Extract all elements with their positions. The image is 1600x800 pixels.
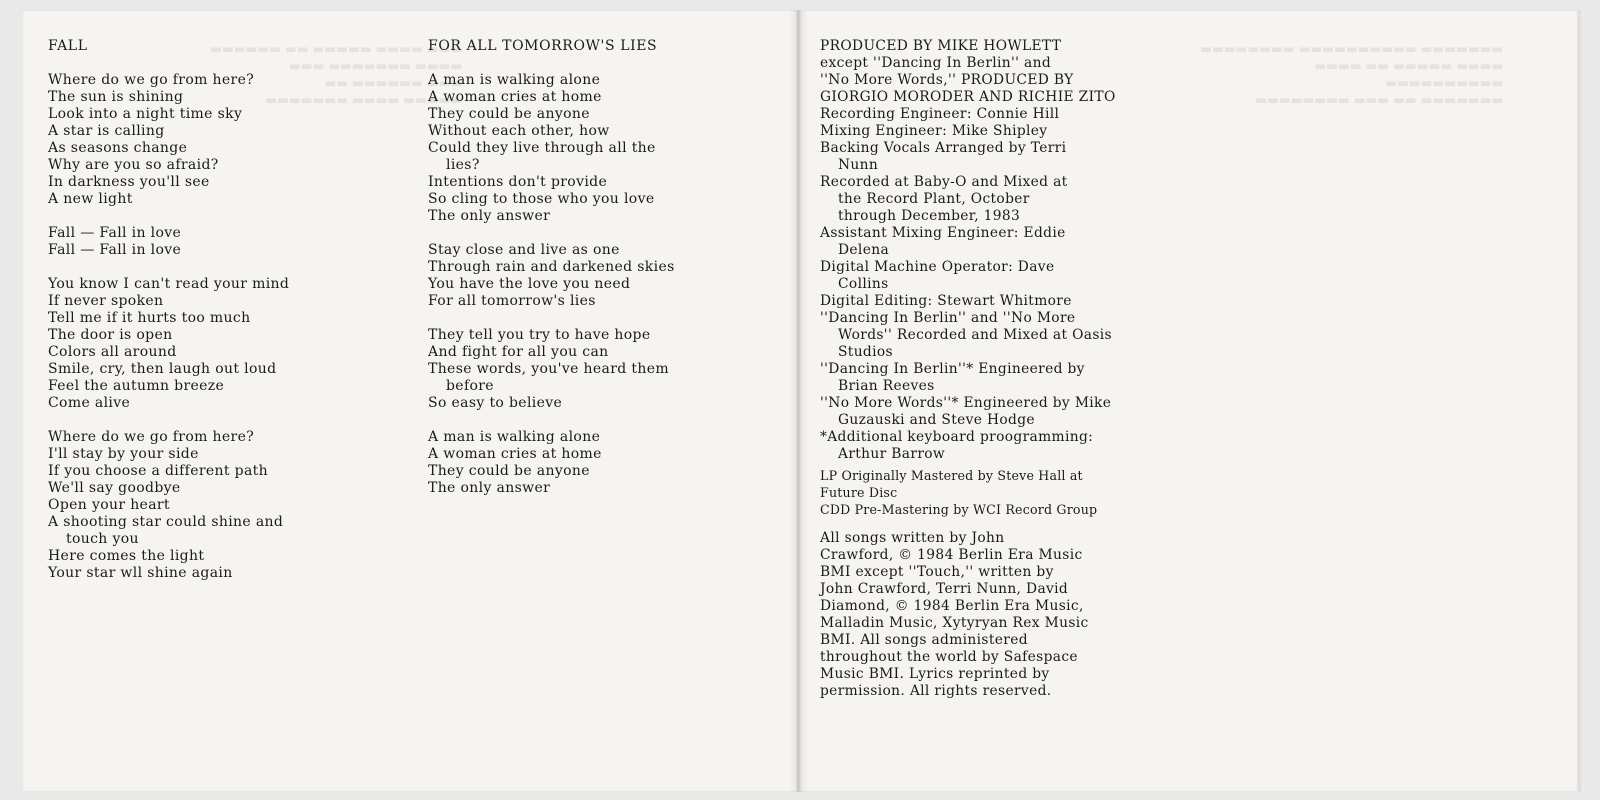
lyric-line: Fall — Fall in love [48,242,182,258]
credits [820,38,1116,700]
lyric-line: You have the love you need [428,276,631,292]
lyric-line: And fight for all you can [428,344,609,360]
song-title-for-all-tomorrows-lies: FOR ALL TOMORROW'S LIES [428,38,658,54]
credit-line: Mixing Engineer: Mike Shipley [820,123,1048,139]
copyright-line: John Crawford, Terri Nunn, David [820,581,1069,597]
mastering-line: Future Disc [820,485,898,500]
lyric-line: A new light [48,191,133,207]
credit-line: Assistant Mixing Engineer: Eddie [820,225,1066,241]
lyric-line: Stay close and live as one [428,242,620,258]
lyric-line: They tell you try to have hope [428,327,651,343]
stanza [428,429,675,497]
credit-line: the Record Plant, October [838,191,1030,207]
credit-line: ''Dancing In Berlin'' and ''No More [820,310,1076,326]
song-title-fall: FALL [48,38,88,54]
copyright-line: permission. All rights reserved. [820,683,1052,699]
credit-line: except ''Dancing In Berlin'' and [820,55,1052,71]
stanza [428,242,675,310]
lyric-line: Here comes the light [48,548,205,564]
lyric-line: A star is calling [48,123,165,139]
lyric-line: They could be anyone [428,106,590,122]
lyric-line: A man is walking alone [428,429,601,445]
lyric-line: Through rain and darkened skies [428,259,675,275]
copyright-line: Crawford, © 1984 Berlin Era Music [820,547,1083,563]
lyric-line: Where do we go from here? [48,72,255,88]
stanza [48,276,289,412]
lyric-line: So cling to those who you love [428,191,655,207]
lyric-line: Where do we go from here? [48,429,255,445]
lyric-line: Feel the autumn breeze [48,378,225,394]
show-through-left: ▬▬▬ ▬▬▬▬ ▬▬▬▬▬ ▬▬ ▬▬▬▬▬▬ ▬▬▬▬ ▬▬▬▬▬▬▬ ▬▬▬ ▬▬▬ ▬▬▬▬▬▬ ▬▬ ▬▬▬▬▬ ▬▬▬▬ ▬▬▬▬▬▬▬ [210,41,463,107]
credit-line: Arthur Barrow [838,446,946,462]
lyric-line: The sun is shining [48,89,184,105]
credit-line: Digital Machine Operator: Dave [820,259,1055,275]
lyric-line: A woman cries at home [428,89,602,105]
copyright-line: All songs written by John [820,530,1005,546]
credit-line: Words'' Recorded and Mixed at Oasis [838,327,1112,343]
lyric-line: lies? [446,157,480,173]
gutter-shadow-right [800,10,808,792]
copyright-line: Diamond, © 1984 Berlin Era Music, [820,598,1084,614]
lyric-line: So easy to believe [428,395,563,411]
copyright-line: BMI. All songs administered [820,632,1028,648]
lyric-line: Your star wll shine again [48,565,233,581]
lyric-line: A woman cries at home [428,446,602,462]
copyright-line: throughout the world by Safespace [820,649,1078,665]
lyric-line: Without each other, how [428,123,610,139]
lyric-line: The only answer [428,208,551,224]
stanza [48,72,289,208]
lyric-line: The door is open [48,327,173,343]
lyric-line: In darkness you'll see [48,174,210,190]
stanza [428,72,675,225]
lyric-line: If you choose a different path [48,463,269,479]
lyric-line: As seasons change [48,140,188,156]
mastering-line: CDD Pre-Mastering by WCI Record Group [820,502,1098,517]
lyric-line: A man is walking alone [428,72,601,88]
lyric-line: For all tomorrow's lies [428,293,596,309]
credit-line: ''Dancing In Berlin''* Engineered by [820,361,1085,377]
lyric-line: Look into a night time sky [48,106,243,122]
lyric-line: I'll stay by your side [48,446,199,462]
credit-line: ''No More Words,'' PRODUCED BY [820,72,1074,88]
stanza [428,327,675,412]
credit-line: Recorded at Baby-O and Mixed at [820,174,1068,190]
credit-line: Recording Engineer: Connie Hill [820,106,1060,122]
copyright-line: BMI except ''Touch,'' written by [820,564,1054,580]
lyric-line: Fall — Fall in love [48,225,182,241]
lyric-line: touch you [66,531,139,547]
credit-line: Guzauski and Steve Hodge [838,412,1035,428]
lyric-line: before [446,378,494,394]
credit-line: Brian Reeves [838,378,935,394]
gutter-shadow-left [789,10,797,792]
credit-line: Digital Editing: Stewart Whitmore [820,293,1072,309]
lyric-line: The only answer [428,480,551,496]
credit-line: Collins [838,276,889,292]
lyrics-for-all-tomorrows-lies [428,38,675,514]
lyric-line: They could be anyone [428,463,590,479]
lyric-line: A shooting star could shine and [48,514,284,530]
credit-line: Delena [838,242,890,258]
credit-line: Studios [838,344,893,360]
copyright-line: Music BMI. Lyrics reprinted by [820,666,1050,682]
show-through-right: ▬▬▬▬▬▬▬ ▬▬▬▬▬▬▬▬▬▬ ▬▬▬▬▬▬▬▬ ▬▬▬▬ ▬▬▬▬▬ ▬▬ ▬▬▬▬ ▬▬▬▬▬▬▬▬▬▬ ▬▬▬▬▬▬▬ ▬▬ ▬▬▬ ▬▬▬▬▬▬▬▬ [1200,41,1504,107]
lyrics-fall [48,38,289,599]
lyric-line: If never spoken [48,293,164,309]
lyric-line: We'll say goodbye [48,480,181,496]
lyric-line: Smile, cry, then laugh out loud [48,361,277,377]
lyric-line: You know I can't read your mind [48,276,290,292]
lyric-line: These words, you've heard them [428,361,670,377]
stanza [48,429,289,582]
lyric-line: Colors all around [48,344,177,360]
credit-line: PRODUCED BY MIKE HOWLETT [820,38,1062,54]
credit-line: GIORGIO MORODER AND RICHIE ZITO [820,89,1116,105]
lyric-line: Tell me if it hurts too much [48,310,251,326]
lyric-line: Come alive [48,395,131,411]
credit-line: *Additional keyboard proogramming: [820,429,1094,445]
copyright-line: Malladin Music, Xytyryan Rex Music [820,615,1089,631]
credit-line: Backing Vocals Arranged by Terri [820,140,1067,156]
lyric-line: Why are you so afraid? [48,157,219,173]
lyric-line: Open your heart [48,497,170,513]
lyric-line: Intentions don't provide [428,174,608,190]
credit-line: ''No More Words''* Engineered by Mike [820,395,1112,411]
mastering-line: LP Originally Mastered by Steve Hall at [820,468,1083,483]
credit-line: Nunn [838,157,879,173]
lyric-line: Could they live through all the [428,140,656,156]
credit-line: through December, 1983 [838,208,1021,224]
booklet-outer-edge [1578,10,1584,792]
stanza [48,225,289,259]
